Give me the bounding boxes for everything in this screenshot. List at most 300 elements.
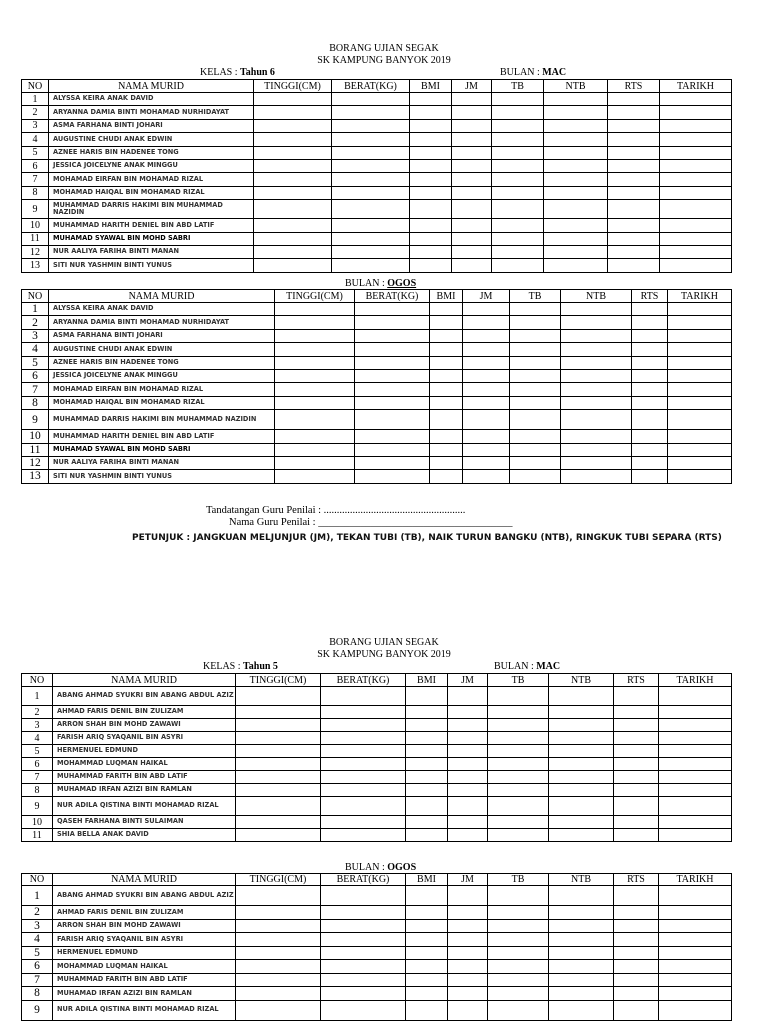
score-cell[interactable] — [544, 259, 608, 272]
score-cell[interactable] — [544, 245, 608, 258]
score-cell[interactable] — [321, 946, 406, 960]
score-cell[interactable] — [448, 758, 488, 771]
score-cell[interactable] — [544, 119, 608, 132]
score-cell[interactable] — [549, 745, 614, 758]
score-cell[interactable] — [406, 732, 448, 745]
score-cell[interactable] — [549, 706, 614, 719]
score-cell[interactable] — [549, 933, 614, 947]
score-cell[interactable] — [492, 232, 544, 245]
score-cell[interactable] — [452, 159, 492, 172]
score-cell[interactable] — [332, 200, 410, 219]
score-cell[interactable] — [659, 919, 732, 933]
score-cell[interactable] — [406, 719, 448, 732]
score-cell[interactable] — [549, 687, 614, 706]
score-cell[interactable] — [510, 343, 561, 356]
score-cell[interactable] — [488, 797, 549, 816]
score-cell[interactable] — [430, 369, 463, 382]
score-cell[interactable] — [549, 946, 614, 960]
score-cell[interactable] — [406, 816, 448, 829]
score-cell[interactable] — [236, 797, 321, 816]
score-cell[interactable] — [448, 719, 488, 732]
score-cell[interactable] — [561, 356, 632, 369]
score-cell[interactable] — [254, 93, 332, 106]
score-cell[interactable] — [236, 771, 321, 784]
score-cell[interactable] — [659, 933, 732, 947]
score-cell[interactable] — [659, 758, 732, 771]
score-cell[interactable] — [659, 816, 732, 829]
score-cell[interactable] — [275, 329, 355, 342]
score-cell[interactable] — [492, 133, 544, 146]
score-cell[interactable] — [452, 259, 492, 272]
score-cell[interactable] — [321, 784, 406, 797]
score-cell[interactable] — [561, 383, 632, 396]
score-cell[interactable] — [510, 316, 561, 329]
score-cell[interactable] — [236, 829, 321, 842]
score-cell[interactable] — [254, 106, 332, 119]
score-cell[interactable] — [332, 232, 410, 245]
score-cell[interactable] — [406, 1000, 448, 1020]
score-cell[interactable] — [321, 706, 406, 719]
score-cell[interactable] — [254, 146, 332, 159]
score-cell[interactable] — [549, 886, 614, 906]
score-cell[interactable] — [608, 200, 660, 219]
score-cell[interactable] — [463, 456, 510, 469]
score-cell[interactable] — [510, 443, 561, 456]
score-cell[interactable] — [492, 173, 544, 186]
score-cell[interactable] — [452, 106, 492, 119]
score-cell[interactable] — [510, 396, 561, 409]
score-cell[interactable] — [410, 245, 452, 258]
score-cell[interactable] — [355, 316, 430, 329]
score-cell[interactable] — [561, 369, 632, 382]
score-cell[interactable] — [488, 784, 549, 797]
score-cell[interactable] — [659, 797, 732, 816]
score-cell[interactable] — [321, 933, 406, 947]
score-cell[interactable] — [668, 410, 732, 430]
score-cell[interactable] — [492, 93, 544, 106]
score-cell[interactable] — [410, 133, 452, 146]
score-cell[interactable] — [355, 356, 430, 369]
score-cell[interactable] — [236, 973, 321, 987]
score-cell[interactable] — [452, 93, 492, 106]
score-cell[interactable] — [608, 106, 660, 119]
score-cell[interactable] — [492, 219, 544, 232]
score-cell[interactable] — [236, 960, 321, 974]
score-cell[interactable] — [321, 1000, 406, 1020]
score-cell[interactable] — [614, 1000, 659, 1020]
score-cell[interactable] — [236, 732, 321, 745]
score-cell[interactable] — [488, 886, 549, 906]
score-cell[interactable] — [549, 784, 614, 797]
score-cell[interactable] — [463, 410, 510, 430]
score-cell[interactable] — [410, 173, 452, 186]
score-cell[interactable] — [332, 245, 410, 258]
score-cell[interactable] — [275, 410, 355, 430]
score-cell[interactable] — [614, 906, 659, 920]
score-cell[interactable] — [544, 146, 608, 159]
score-cell[interactable] — [544, 93, 608, 106]
score-cell[interactable] — [321, 973, 406, 987]
score-cell[interactable] — [608, 232, 660, 245]
score-cell[interactable] — [448, 946, 488, 960]
score-cell[interactable] — [463, 430, 510, 443]
score-cell[interactable] — [659, 732, 732, 745]
score-cell[interactable] — [321, 919, 406, 933]
score-cell[interactable] — [492, 119, 544, 132]
score-cell[interactable] — [549, 758, 614, 771]
score-cell[interactable] — [236, 946, 321, 960]
score-cell[interactable] — [614, 886, 659, 906]
score-cell[interactable] — [668, 343, 732, 356]
score-cell[interactable] — [668, 303, 732, 316]
score-cell[interactable] — [544, 159, 608, 172]
score-cell[interactable] — [614, 919, 659, 933]
score-cell[interactable] — [275, 443, 355, 456]
score-cell[interactable] — [452, 133, 492, 146]
score-cell[interactable] — [430, 343, 463, 356]
score-cell[interactable] — [668, 396, 732, 409]
score-cell[interactable] — [452, 119, 492, 132]
score-cell[interactable] — [544, 186, 608, 199]
score-cell[interactable] — [488, 906, 549, 920]
score-cell[interactable] — [488, 732, 549, 745]
score-cell[interactable] — [659, 1000, 732, 1020]
score-cell[interactable] — [430, 396, 463, 409]
score-cell[interactable] — [355, 456, 430, 469]
score-cell[interactable] — [659, 960, 732, 974]
score-cell[interactable] — [632, 396, 668, 409]
score-cell[interactable] — [406, 960, 448, 974]
score-cell[interactable] — [430, 470, 463, 483]
score-cell[interactable] — [254, 186, 332, 199]
score-cell[interactable] — [452, 173, 492, 186]
score-cell[interactable] — [452, 186, 492, 199]
score-cell[interactable] — [406, 919, 448, 933]
score-cell[interactable] — [448, 732, 488, 745]
score-cell[interactable] — [488, 816, 549, 829]
score-cell[interactable] — [410, 106, 452, 119]
score-cell[interactable] — [544, 173, 608, 186]
score-cell[interactable] — [406, 706, 448, 719]
score-cell[interactable] — [410, 159, 452, 172]
score-cell[interactable] — [659, 687, 732, 706]
score-cell[interactable] — [659, 706, 732, 719]
score-cell[interactable] — [488, 946, 549, 960]
score-cell[interactable] — [488, 973, 549, 987]
score-cell[interactable] — [448, 960, 488, 974]
score-cell[interactable] — [406, 829, 448, 842]
score-cell[interactable] — [406, 771, 448, 784]
score-cell[interactable] — [544, 133, 608, 146]
score-cell[interactable] — [608, 219, 660, 232]
score-cell[interactable] — [452, 232, 492, 245]
score-cell[interactable] — [463, 369, 510, 382]
score-cell[interactable] — [660, 232, 732, 245]
score-cell[interactable] — [614, 946, 659, 960]
score-cell[interactable] — [632, 303, 668, 316]
score-cell[interactable] — [332, 119, 410, 132]
score-cell[interactable] — [488, 960, 549, 974]
score-cell[interactable] — [608, 93, 660, 106]
score-cell[interactable] — [561, 329, 632, 342]
score-cell[interactable] — [668, 456, 732, 469]
score-cell[interactable] — [549, 816, 614, 829]
score-cell[interactable] — [614, 771, 659, 784]
score-cell[interactable] — [332, 219, 410, 232]
score-cell[interactable] — [549, 797, 614, 816]
score-cell[interactable] — [549, 719, 614, 732]
score-cell[interactable] — [410, 186, 452, 199]
score-cell[interactable] — [492, 200, 544, 219]
score-cell[interactable] — [254, 173, 332, 186]
score-cell[interactable] — [614, 829, 659, 842]
score-cell[interactable] — [614, 816, 659, 829]
score-cell[interactable] — [275, 456, 355, 469]
score-cell[interactable] — [492, 159, 544, 172]
score-cell[interactable] — [254, 219, 332, 232]
score-cell[interactable] — [463, 329, 510, 342]
score-cell[interactable] — [406, 687, 448, 706]
score-cell[interactable] — [488, 771, 549, 784]
score-cell[interactable] — [659, 973, 732, 987]
score-cell[interactable] — [561, 470, 632, 483]
score-cell[interactable] — [355, 369, 430, 382]
score-cell[interactable] — [254, 133, 332, 146]
score-cell[interactable] — [632, 316, 668, 329]
score-cell[interactable] — [608, 259, 660, 272]
score-cell[interactable] — [410, 146, 452, 159]
score-cell[interactable] — [659, 829, 732, 842]
score-cell[interactable] — [659, 987, 732, 1001]
score-cell[interactable] — [275, 430, 355, 443]
score-cell[interactable] — [608, 133, 660, 146]
score-cell[interactable] — [488, 1000, 549, 1020]
score-cell[interactable] — [406, 987, 448, 1001]
score-cell[interactable] — [561, 410, 632, 430]
score-cell[interactable] — [430, 329, 463, 342]
score-cell[interactable] — [510, 470, 561, 483]
score-cell[interactable] — [355, 303, 430, 316]
score-cell[interactable] — [452, 200, 492, 219]
score-cell[interactable] — [549, 919, 614, 933]
score-cell[interactable] — [510, 329, 561, 342]
score-cell[interactable] — [406, 973, 448, 987]
score-cell[interactable] — [632, 383, 668, 396]
score-cell[interactable] — [448, 973, 488, 987]
score-cell[interactable] — [236, 987, 321, 1001]
score-cell[interactable] — [488, 933, 549, 947]
score-cell[interactable] — [275, 343, 355, 356]
score-cell[interactable] — [488, 987, 549, 1001]
score-cell[interactable] — [632, 343, 668, 356]
score-cell[interactable] — [488, 687, 549, 706]
score-cell[interactable] — [614, 960, 659, 974]
score-cell[interactable] — [430, 443, 463, 456]
score-cell[interactable] — [448, 886, 488, 906]
score-cell[interactable] — [549, 973, 614, 987]
score-cell[interactable] — [660, 200, 732, 219]
score-cell[interactable] — [448, 706, 488, 719]
score-cell[interactable] — [321, 719, 406, 732]
score-cell[interactable] — [406, 906, 448, 920]
score-cell[interactable] — [236, 919, 321, 933]
score-cell[interactable] — [236, 719, 321, 732]
score-cell[interactable] — [660, 159, 732, 172]
score-cell[interactable] — [561, 316, 632, 329]
score-cell[interactable] — [608, 146, 660, 159]
score-cell[interactable] — [448, 933, 488, 947]
score-cell[interactable] — [488, 719, 549, 732]
score-cell[interactable] — [660, 219, 732, 232]
score-cell[interactable] — [660, 186, 732, 199]
score-cell[interactable] — [236, 816, 321, 829]
score-cell[interactable] — [608, 186, 660, 199]
score-cell[interactable] — [561, 430, 632, 443]
score-cell[interactable] — [463, 443, 510, 456]
score-cell[interactable] — [406, 784, 448, 797]
score-cell[interactable] — [321, 687, 406, 706]
score-cell[interactable] — [236, 784, 321, 797]
score-cell[interactable] — [488, 758, 549, 771]
score-cell[interactable] — [463, 303, 510, 316]
score-cell[interactable] — [463, 470, 510, 483]
score-cell[interactable] — [275, 356, 355, 369]
score-cell[interactable] — [632, 430, 668, 443]
score-cell[interactable] — [510, 430, 561, 443]
score-cell[interactable] — [332, 106, 410, 119]
score-cell[interactable] — [410, 259, 452, 272]
score-cell[interactable] — [448, 797, 488, 816]
score-cell[interactable] — [632, 470, 668, 483]
score-cell[interactable] — [544, 232, 608, 245]
score-cell[interactable] — [430, 383, 463, 396]
score-cell[interactable] — [632, 369, 668, 382]
score-cell[interactable] — [632, 456, 668, 469]
score-cell[interactable] — [668, 443, 732, 456]
score-cell[interactable] — [561, 303, 632, 316]
score-cell[interactable] — [321, 906, 406, 920]
score-cell[interactable] — [321, 987, 406, 1001]
score-cell[interactable] — [410, 93, 452, 106]
score-cell[interactable] — [463, 396, 510, 409]
score-cell[interactable] — [561, 456, 632, 469]
score-cell[interactable] — [614, 784, 659, 797]
score-cell[interactable] — [275, 383, 355, 396]
score-cell[interactable] — [660, 245, 732, 258]
score-cell[interactable] — [355, 329, 430, 342]
score-cell[interactable] — [275, 369, 355, 382]
score-cell[interactable] — [549, 1000, 614, 1020]
score-cell[interactable] — [321, 829, 406, 842]
score-cell[interactable] — [448, 745, 488, 758]
score-cell[interactable] — [430, 410, 463, 430]
score-cell[interactable] — [275, 303, 355, 316]
score-cell[interactable] — [275, 316, 355, 329]
score-cell[interactable] — [614, 745, 659, 758]
score-cell[interactable] — [355, 383, 430, 396]
score-cell[interactable] — [236, 1000, 321, 1020]
score-cell[interactable] — [448, 829, 488, 842]
score-cell[interactable] — [430, 316, 463, 329]
score-cell[interactable] — [448, 987, 488, 1001]
score-cell[interactable] — [510, 356, 561, 369]
score-cell[interactable] — [549, 732, 614, 745]
score-cell[interactable] — [332, 159, 410, 172]
score-cell[interactable] — [659, 886, 732, 906]
score-cell[interactable] — [332, 173, 410, 186]
score-cell[interactable] — [614, 706, 659, 719]
score-cell[interactable] — [332, 186, 410, 199]
score-cell[interactable] — [660, 93, 732, 106]
score-cell[interactable] — [410, 119, 452, 132]
score-cell[interactable] — [254, 245, 332, 258]
score-cell[interactable] — [608, 159, 660, 172]
score-cell[interactable] — [492, 106, 544, 119]
score-cell[interactable] — [632, 356, 668, 369]
score-cell[interactable] — [659, 946, 732, 960]
score-cell[interactable] — [608, 245, 660, 258]
score-cell[interactable] — [236, 706, 321, 719]
score-cell[interactable] — [254, 200, 332, 219]
score-cell[interactable] — [660, 146, 732, 159]
score-cell[interactable] — [321, 960, 406, 974]
score-cell[interactable] — [448, 816, 488, 829]
score-cell[interactable] — [632, 329, 668, 342]
score-cell[interactable] — [355, 396, 430, 409]
score-cell[interactable] — [659, 771, 732, 784]
score-cell[interactable] — [236, 758, 321, 771]
score-cell[interactable] — [430, 430, 463, 443]
score-cell[interactable] — [448, 1000, 488, 1020]
score-cell[interactable] — [510, 369, 561, 382]
score-cell[interactable] — [236, 933, 321, 947]
score-cell[interactable] — [668, 316, 732, 329]
score-cell[interactable] — [549, 987, 614, 1001]
score-cell[interactable] — [448, 919, 488, 933]
score-cell[interactable] — [254, 119, 332, 132]
score-cell[interactable] — [236, 745, 321, 758]
score-cell[interactable] — [492, 146, 544, 159]
score-cell[interactable] — [406, 946, 448, 960]
score-cell[interactable] — [332, 133, 410, 146]
score-cell[interactable] — [510, 410, 561, 430]
score-cell[interactable] — [659, 906, 732, 920]
score-cell[interactable] — [452, 245, 492, 258]
score-cell[interactable] — [355, 470, 430, 483]
score-cell[interactable] — [355, 410, 430, 430]
score-cell[interactable] — [463, 316, 510, 329]
score-cell[interactable] — [355, 430, 430, 443]
score-cell[interactable] — [492, 245, 544, 258]
score-cell[interactable] — [410, 200, 452, 219]
score-cell[interactable] — [410, 232, 452, 245]
score-cell[interactable] — [510, 303, 561, 316]
score-cell[interactable] — [544, 106, 608, 119]
score-cell[interactable] — [452, 146, 492, 159]
score-cell[interactable] — [632, 410, 668, 430]
score-cell[interactable] — [608, 173, 660, 186]
score-cell[interactable] — [549, 771, 614, 784]
score-cell[interactable] — [452, 219, 492, 232]
score-cell[interactable] — [321, 886, 406, 906]
score-cell[interactable] — [660, 173, 732, 186]
score-cell[interactable] — [659, 784, 732, 797]
score-cell[interactable] — [448, 771, 488, 784]
score-cell[interactable] — [448, 784, 488, 797]
score-cell[interactable] — [406, 758, 448, 771]
score-cell[interactable] — [668, 329, 732, 342]
score-cell[interactable] — [321, 797, 406, 816]
